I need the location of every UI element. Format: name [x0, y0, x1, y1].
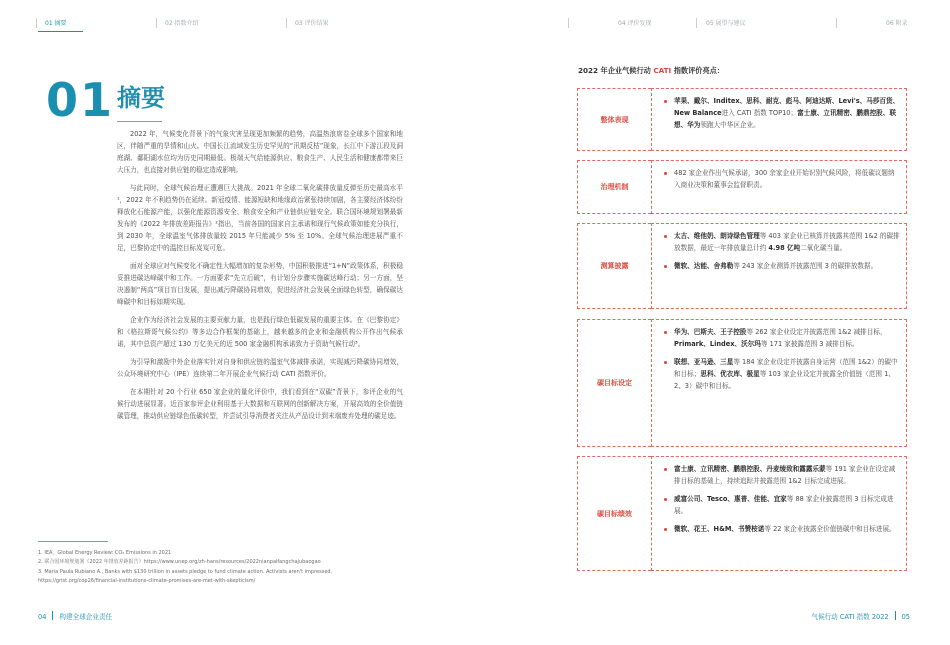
row-content: [651, 223, 907, 309]
paragraph: 面对全球应对气候变化不确定性大幅增加的复杂形势，中国积极推进“1+N”政策体系，积极稳妥推进碳达峰碳中和工作。一方面要求“先立后破”，有计划分步骤实施碳达峰行动；另一方面，坚决遏制“两高”项目盲目发展，提出减污降碳协同增效，促进经济社会发展全面绿色转型，确保碳达峰碳中和目标如期实现。: [117, 262, 403, 306]
bullet-emphasis: 苹果、戴尔、Inditex、思科、耐克、彪马、阿迪达斯、Levi's、马莎百货、New Balance: [674, 97, 900, 117]
paragraph: 在本期针对 20 个行业 650 家企业的量化评价中，我们看到在“双碳”背景下，参评企业的气候行动进展显著。近百家参评企业利用基于大数据和互联网的创新解决方案，开展高效的全价值链碳管理，推动供应链绿色低碳转型，并尝试引导消费者关注从产品设计到末端废弃处理的碳足迹。: [117, 388, 403, 420]
highlight-bullet: [664, 356, 900, 392]
body-text: [117, 128, 403, 428]
paragraph: 为引导和激励中外企业落实针对自身和供应链的温室气体减排承诺，实现减污降碳协同增效，公众环境研究中心（IPE）连续第二年开展企业气候行动 CATI 指数评价。: [117, 358, 403, 378]
row-content: [651, 88, 907, 151]
row-content: [651, 456, 907, 571]
footer-label-left: 构建全球企业责任: [59, 613, 113, 621]
bullet-text: 482 家企业作出气候承诺，300 余家企业开始识别气候风险，将低碳议题纳入商业决策和董事会监督职责。: [674, 169, 895, 189]
bullet-text: 等 243 家企业测算并披露范围 3 的碳排放数据。: [733, 262, 878, 270]
paragraph: 企业作为经济社会发展的主要贡献力量，也是践行绿色低碳发展的重要主体。在《巴黎协定》和《格拉斯哥气候公约》等多边合作框架的基础上，越来越多的企业和金融机构公开作出气候承诺，其中总资产超过 130 万亿美元的近 500 家金融机构承诺致力于资助气候行动³。: [117, 316, 403, 348]
highlight-bullet: [664, 167, 900, 191]
bullet-text: 等 262 家企业设定并披露范围 1&2 减排目标，: [746, 328, 887, 336]
highlights-title-cati: CATI: [653, 66, 672, 75]
row-label: 碳目标设定: [577, 319, 651, 447]
footnote-divider: [38, 541, 108, 542]
title-divider: [117, 121, 162, 122]
footer-divider: [52, 611, 53, 620]
bullet-emphasis: 微软、花王、H&M、书赞桉诺: [674, 525, 765, 533]
highlight-bullet: [664, 523, 900, 535]
highlight-bullet: [664, 95, 900, 131]
nav-item-index-intro[interactable]: 02 指数介绍: [165, 20, 199, 27]
highlight-row-overall: [577, 88, 907, 151]
bullet-emphasis: 太古、维他奶、朗诗绿色管理: [674, 232, 760, 240]
nav-divider: [696, 18, 697, 28]
row-label: 测算披露: [577, 223, 651, 309]
highlights-title-prefix: 2022 年企业气候行动: [578, 66, 654, 75]
bullet-text: 进入 CATI 指数 TOP10；: [721, 109, 798, 117]
row-content: [651, 160, 907, 214]
highlights-title-suffix: 指数评价亮点：: [671, 66, 725, 75]
bullet-emphasis: 4.98 亿吨: [768, 244, 801, 252]
row-content: [651, 319, 907, 447]
highlight-row-disclosure: [577, 223, 907, 309]
row-label: 治理机制: [577, 160, 651, 214]
bullet-emphasis: Primark、Lindex、沃尔玛: [674, 340, 761, 348]
bullet-text: 等 403 家企业已核算并披露其范围 1&2 的碳排放数据，最近一年排放量总计约: [674, 232, 900, 252]
page-number-left: 04: [38, 613, 47, 621]
footnote: 1. IEA，Global Energy Review: CO₂ Emissions in 2021: [38, 550, 172, 556]
nav-divider: [836, 18, 837, 28]
nav-divider: [36, 18, 37, 28]
nav-divider: [286, 18, 287, 28]
row-label: 整体表现: [577, 88, 651, 151]
highlight-bullet: [664, 463, 900, 487]
nav-item-appendix[interactable]: 06 附录: [886, 20, 908, 27]
bullet-text: 等 191 家企业在设定减排目标的基础上，持续追踪并披露范围 1&2 目标完成进展。: [674, 465, 896, 485]
nav-item-outlook[interactable]: 05 展望与建议: [706, 20, 746, 27]
footnotes: [38, 549, 418, 587]
bullet-emphasis: 富士康、立讯精密、鹏鼎控股、丹麦绫致和露露乐蒙: [674, 465, 826, 473]
highlight-row-target-setting: [577, 319, 907, 447]
bullet-text: 二氧化碳当量。: [800, 244, 847, 252]
highlights-title: [578, 66, 724, 76]
section-number: 01: [46, 73, 115, 127]
footer-label-right: 气候行动 CATI 指数 2022: [811, 613, 889, 621]
bullet-emphasis: 联想、亚马逊、三星: [674, 358, 734, 366]
highlight-row-governance: [577, 160, 907, 214]
nav-active-underline: [38, 31, 83, 32]
paragraph: 2022 年，气候变化背景下的气象灾害呈现更加频繁的趋势，高温热浪席卷全球多个国家和地区，伴随严重的旱情和山火。中国长江流域发生历史罕见的“汛期反枯”现象，长江中下游江段及洞庭湖、鄱阳湖水位均为历史同期最低。极端天气给能源供应、粮食生产、人民生活和健康都带来巨大压力，也直接对供应链的稳定造成影响。: [117, 130, 403, 174]
nav-item-results[interactable]: 03 评价结果: [295, 20, 329, 27]
bullet-text: 等 22 家企业披露全价值链碳中和目标进展。: [764, 525, 896, 533]
paragraph: 与此同时，全球气候治理正遭遇巨大挑战。2021 年全球二氧化碳排放量反弹至历史最高水平¹，2022 年不利趋势仍在延续。新冠疫情、能源短缺和地缘政治紧张持续加剧，各主要经济体纷纷释放化石能源产能，以强化能源资源安全、粮食安全和产业链供应链安全。联合国环境规划署最新发布的《2022 年排放差距报告》²指出，当前各国的国家自主承诺和现行气候政策如能充分执行，到 2030 年，全球温室气体排放量较 2015 年只能减少 5% 至 10%。全球气候治理进展严重不足，巴黎协定中的温控目标岌岌可危。: [117, 184, 403, 252]
bullet-emphasis: 富士康、立讯精密、鹏鼎控股、联想、华为: [674, 109, 896, 129]
top-navigation: [38, 18, 912, 30]
highlight-bullet: [664, 230, 900, 254]
bullet-text: 等 171 家披露范围 3 减排目标。: [760, 340, 859, 348]
bullet-emphasis: 微软、达能、舍弗勒: [674, 262, 734, 270]
page-title: 摘要: [117, 84, 165, 112]
row-label: 碳目标绩效: [577, 456, 651, 571]
nav-divider: [156, 18, 157, 28]
nav-item-findings[interactable]: 04 评价发现: [618, 20, 652, 27]
bullet-text: 等 88 家企业披露范围 3 目标完成进展。: [674, 495, 894, 515]
bullet-emphasis: 威富公司、Tesco、惠普、佳能、宜家: [674, 495, 787, 503]
bullet-text: 等 103 家企业设定并披露全价值链（范围 1、2、3）碳中和目标。: [674, 370, 895, 390]
nav-item-summary[interactable]: 01 摘要: [45, 20, 67, 27]
bullet-emphasis: 华为、巴斯夫、王子控股: [674, 328, 747, 336]
highlight-bullet: [664, 493, 900, 517]
footnote: 3. Maria Paula Rubiano A., Banks with $130 trillion in assets pledge to fund climate action. Activists aren't impressed.: [38, 568, 333, 575]
footer-divider: [895, 611, 896, 620]
page-number-right: 05: [901, 613, 910, 621]
footnote: 2. 联合国环境规划署《2022 年排放差距报告》https://www.unep.org/zh-hans/resources/2022nianpaifangchajubaogao: [38, 559, 321, 566]
bullet-text: 领跑大中华区企业。: [700, 121, 760, 129]
footnote-link[interactable]: https://grist.org/cop26/financial-institutions-climate-promises-are-met-with-skepticism/: [38, 578, 256, 585]
nav-divider: [568, 18, 569, 28]
bullet-emphasis: 思科、优衣库、极星: [700, 370, 760, 378]
bullet-text: 等 184 家企业设定并披露自身运营（范围 1&2）的碳中和目标；: [674, 358, 898, 378]
footer-left: [38, 611, 112, 621]
highlight-bullet: [664, 326, 900, 350]
footer-right: [811, 611, 910, 621]
highlight-row-target-performance: [577, 456, 907, 571]
highlight-bullet: [664, 260, 900, 272]
